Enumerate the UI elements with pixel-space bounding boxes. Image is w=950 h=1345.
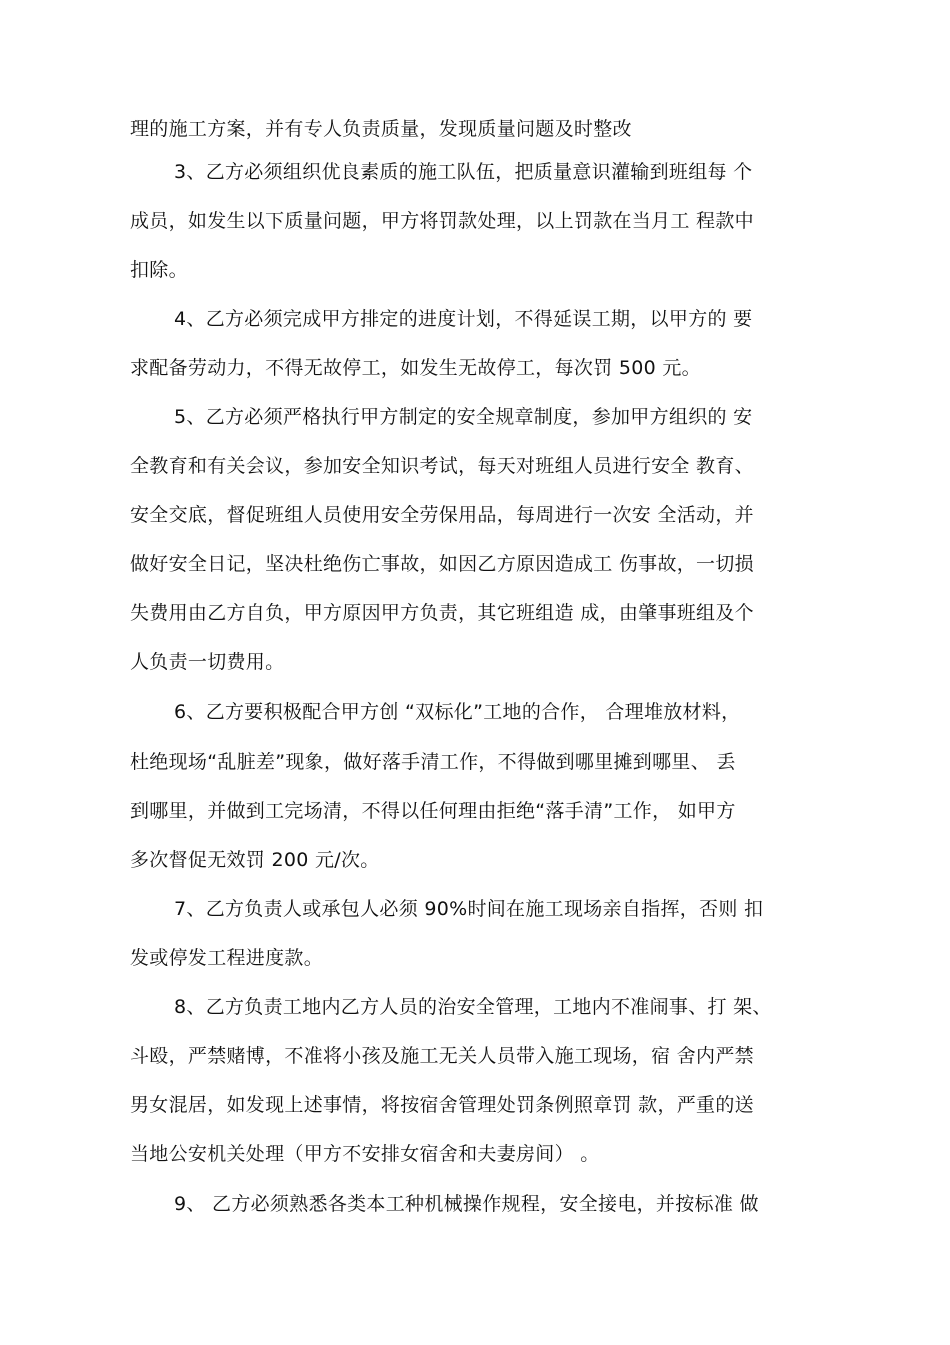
clause-5-line-1: 5、乙方必须严格执行甲方制定的安全规章制度，参加甲方组织的 安 — [174, 406, 753, 428]
clause-5-line-2: 全教育和有关会议，参加安全知识考试，每天对班组人员进行安全 教育、 — [130, 455, 754, 477]
clause-3-line-2: 成员，如发生以下质量问题，甲方将罚款处理，以上罚款在当月工 程款中 — [130, 210, 754, 232]
clause-6-line-3: 到哪里，并做到工完场清，不得以任何理由拒绝“落手清”工作， 如甲方 — [130, 800, 736, 822]
clause-8-line-2: 斗殴，严禁赌博，不准将小孩及施工无关人员带入施工现场，宿 舍内严禁 — [130, 1045, 754, 1067]
clause-6-line-2: 杜绝现场“乱脏差”现象，做好落手清工作，不得做到哪里摊到哪里、 丢 — [130, 751, 736, 773]
clause-6-line-4: 多次督促无效罚 200 元/次。 — [130, 849, 380, 871]
clause-8-line-3: 男女混居，如发现上述事情，将按宿舍管理处罚条例照章罚 款，严重的送 — [130, 1094, 754, 1116]
clause-5-line-3: 安全交底，督促班组人员使用安全劳保用品，每周进行一次安 全活动，并 — [130, 504, 754, 526]
text-line-1: 理的施工方案，并有专人负责质量，发现质量问题及时整改 — [130, 118, 632, 140]
clause-5-line-4: 做好安全日记，坚决杜绝伤亡事故，如因乙方原因造成工 伤事故，一切损 — [130, 553, 754, 575]
clause-9-line-1: 9、 乙方必须熟悉各类本工种机械操作规程，安全接电，并按标准 做 — [174, 1193, 759, 1215]
clause-6-line-1: 6、乙方要积极配合甲方创 “双标化”工地的合作， 合理堆放材料， — [174, 701, 741, 723]
clause-7-line-1: 7、乙方负责人或承包人必须 90%时间在施工现场亲自指挥，否则 扣 — [174, 898, 764, 920]
clause-5-line-5: 失费用由乙方自负，甲方原因甲方负责，其它班组造 成，由肇事班组及个 — [130, 602, 754, 624]
clause-3-line-3: 扣除。 — [130, 259, 188, 281]
clause-4-line-1: 4、乙方必须完成甲方排定的进度计划，不得延误工期，以甲方的 要 — [174, 308, 753, 330]
clause-8-line-1: 8、乙方负责工地内乙方人员的治安全管理，工地内不准闹事、打 架、 — [174, 996, 772, 1018]
clause-3-line-1: 3、乙方必须组织优良素质的施工队伍，把质量意识灌输到班组每 个 — [174, 161, 753, 183]
clause-4-line-2: 求配备劳动力，不得无故停工，如发生无故停工，每次罚 500 元。 — [130, 357, 701, 379]
clause-8-line-4: 当地公安机关处理（甲方不安排女宿舍和夫妻房间） 。 — [130, 1143, 600, 1165]
clause-5-line-6: 人负责一切费用。 — [130, 651, 285, 673]
clause-7-line-2: 发或停发工程进度款。 — [130, 947, 324, 969]
